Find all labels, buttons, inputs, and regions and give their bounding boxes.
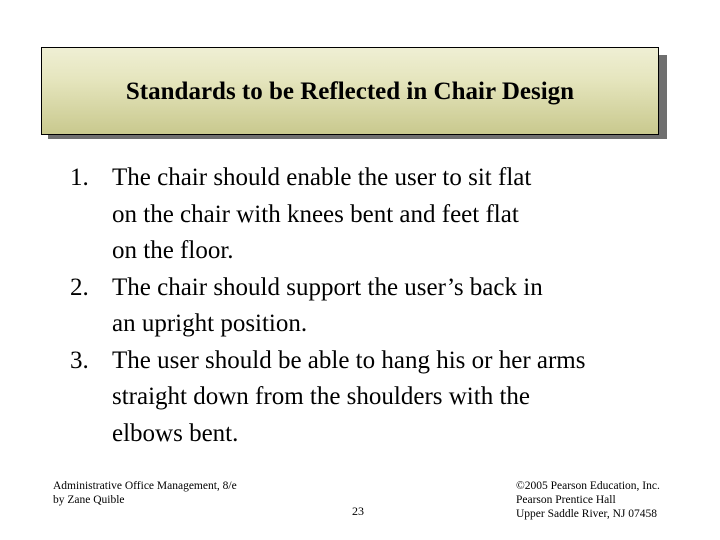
list-item-text: The chair should enable the user to sit flat on the chair with knees bent and feet flat on the floor.: [112, 164, 532, 264]
list-item-number: 2.: [70, 273, 89, 301]
list-item: [70, 270, 710, 343]
standards-list: [70, 160, 710, 452]
title-box: [41, 47, 659, 135]
list-item-number: 3.: [70, 346, 89, 374]
list-item-text: The user should be able to hang his or her arms straight down from the shoulders with the elbows bent.: [112, 346, 586, 447]
footer-page-number: 23: [352, 504, 364, 518]
slide-title: Standards to be Reflected in Chair Design: [125, 78, 575, 105]
list-item: [70, 343, 710, 453]
list-item: [70, 160, 710, 270]
footer-book-credit: Administrative Office Management, 8/e by Zane Quible: [53, 480, 237, 506]
list-item-text: The chair should support the user’s back in an upright position.: [112, 273, 543, 337]
list-item-number: 1.: [70, 164, 89, 191]
footer-copyright: ©2005 Pearson Education, Inc. Pearson Prentice Hall Upper Saddle River, NJ 07458: [516, 480, 660, 520]
